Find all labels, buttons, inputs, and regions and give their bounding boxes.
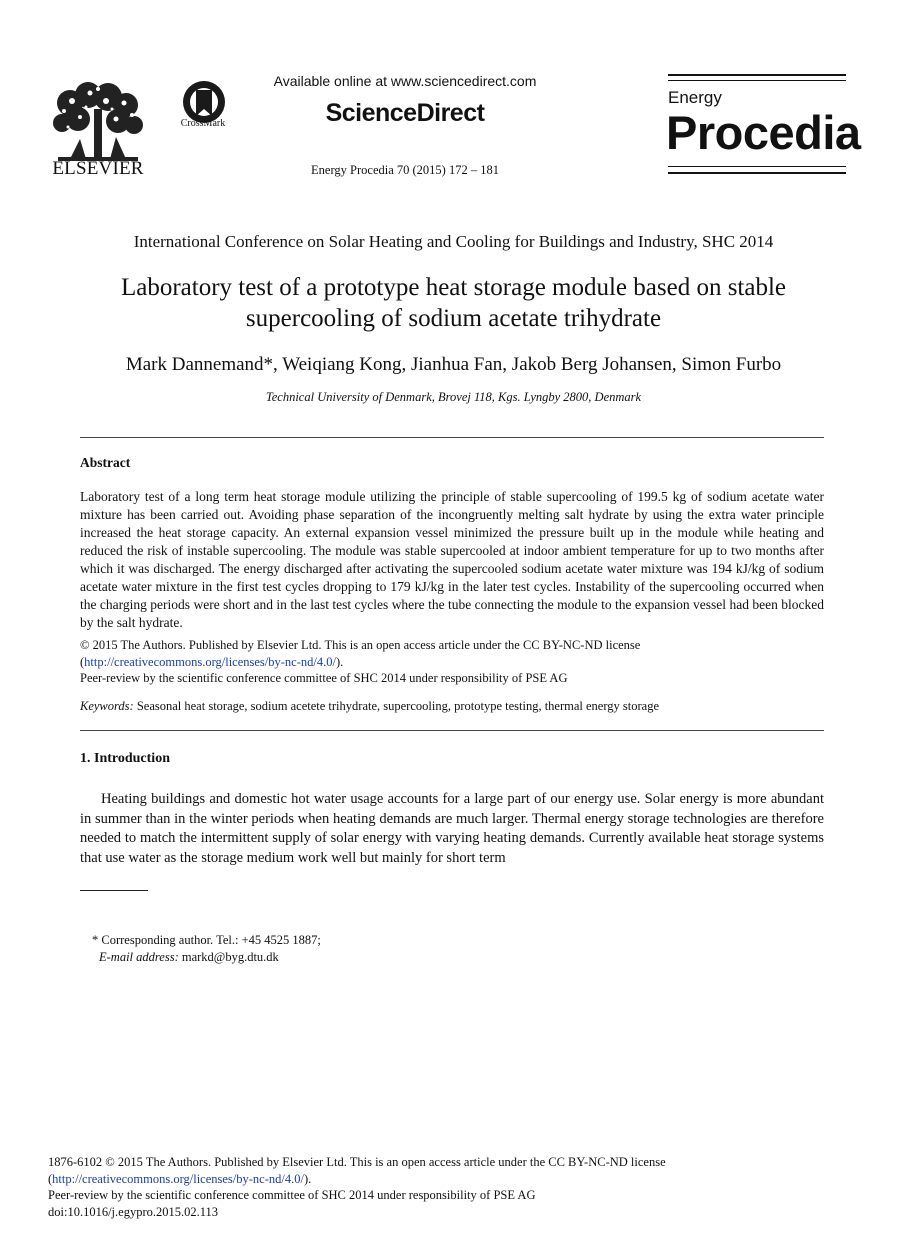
publisher-name: ELSEVIER <box>52 158 144 179</box>
keywords-label: Keywords: <box>80 699 134 713</box>
introduction-text: Heating buildings and domestic hot water usage accounts for a large part of our energy use. Solar energy is more abundant in summer than in the winter periods when heating demands are much larger. Thermal energy storage technologies are therefore needed to match the intermittent supply of solar energy with varying heating demands. Currently available heat storage systems that use water as the storage medium work well but mainly for short term <box>80 791 824 866</box>
corresponding-author-line: * Corresponding author. Tel.: +45 4525 1887; <box>92 933 321 947</box>
journal-logo-energy: Energy <box>668 88 722 107</box>
journal-citation: Energy Procedia 70 (2015) 172 – 181 <box>311 163 499 177</box>
copyright-line: © 2015 The Authors. Published by Elsevier Ltd. This is an open access article under the CC BY-NC-ND license <box>80 638 641 652</box>
email-address[interactable]: markd@byg.dtu.dk <box>181 949 279 964</box>
paper-title-line: Laboratory test of a prototype heat storage module based on stable <box>120 274 787 301</box>
journal-logo-procedia: Procedia <box>666 106 861 159</box>
paren: ). <box>303 1171 312 1186</box>
paper-title-line: supercooling of sodium acetate trihydrate <box>245 305 662 332</box>
journal-logo-rule <box>668 80 846 81</box>
footer-copyright: 1876-6102 © 2015 The Authors. Published by Elsevier Ltd. This is an open access article under the CC BY-NC-ND license <box>48 1155 666 1169</box>
author-list: Mark Dannemand*, Weiqiang Kong, Jianhua Fan, Jakob Berg Johansen, Simon Furbo <box>125 354 782 375</box>
journal-logo-rule <box>668 172 846 174</box>
footer-peer-review: Peer-review by the scientific conference committee of SHC 2014 under responsibility of PSE AG <box>48 1188 536 1202</box>
conference-name: International Conference on Solar Heating and Cooling for Buildings and Industry, SHC 2014 <box>133 232 774 251</box>
license-line <box>80 654 824 671</box>
available-online-text[interactable]: Available online at www.sciencedirect.com <box>273 73 537 89</box>
affiliation: Technical University of Denmark, Brovej 118, Kgs. Lyngby 2800, Denmark <box>265 390 642 404</box>
email-label: E-mail address: <box>99 949 179 964</box>
journal-logo-rule <box>668 166 846 167</box>
footer-license-line <box>48 1171 848 1188</box>
paren: ( <box>48 1171 53 1186</box>
sciencedirect-logo: ScienceDirect <box>325 99 485 127</box>
copyright-block <box>80 637 824 687</box>
section-heading-introduction: 1. Introduction <box>80 751 170 766</box>
keywords-list: Seasonal heat storage, sodium acetete trihydrate, supercooling, prototype testing, thermal energy storage <box>136 699 660 713</box>
page-footer <box>48 1154 848 1220</box>
email-line <box>92 949 692 966</box>
section-divider <box>80 437 824 438</box>
footer-doi[interactable]: doi:10.1016/j.egypro.2015.02.113 <box>48 1204 219 1219</box>
license-link[interactable]: http://creativecommons.org/licenses/by-nc-nd/4.0/ <box>84 654 336 669</box>
paren: ( <box>80 654 85 669</box>
paren: ). <box>335 654 344 669</box>
journal-logo-rule <box>668 74 846 76</box>
section-divider <box>80 730 824 731</box>
abstract-text: Laboratory test of a long term heat storage module utilizing the principle of stable supercooling of 199.5 kg of sodium acetate water mixture has been carried out. Avoiding phase separation of the incongruently melting salt hydrate by using the extra water principle increased the heat storage capacity. An external expansion vessel minimized the pressure built up in the module while heating and reduced the risk of instable supercooling. The module was stable supercooled at indoor ambient temperature for up to two months after which it was discharged. The energy discharged after activating the supercooled sodium acetate water mixture was 194 kJ/kg of sodium acetate water mixture in the first test cycles dropping to 179 kJ/kg in the later test cycles. Instability of the supercooling occurred when the charging periods were short and in the last test cycles where the tube connecting the module to the expansion vessel had been blocked by the salt hydrate. <box>80 489 824 630</box>
abstract-heading: Abstract <box>80 455 131 470</box>
footer-license-link[interactable]: http://creativecommons.org/licenses/by-nc-nd/4.0/ <box>52 1171 304 1186</box>
peer-review-line: Peer-review by the scientific conference committee of SHC 2014 under responsibility of PSE AG <box>80 671 568 685</box>
paper-title <box>60 272 847 334</box>
corresponding-author-footnote <box>92 932 692 965</box>
crossmark-label: CrossMark <box>180 118 226 129</box>
keywords-line <box>80 699 824 714</box>
footnote-divider <box>80 890 148 891</box>
